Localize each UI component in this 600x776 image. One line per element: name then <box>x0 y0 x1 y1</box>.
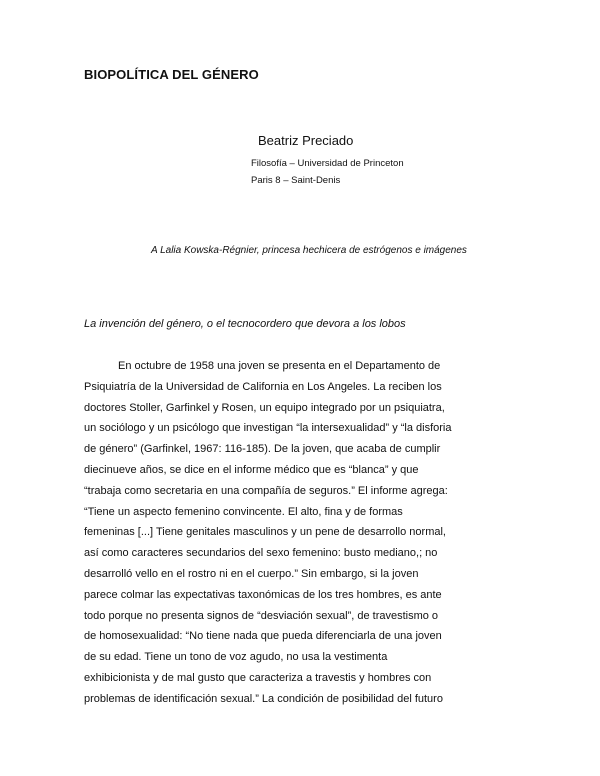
paragraph-line: exhibicionista y de mal gusto que caracteriza a travestis y hombres con <box>84 671 432 684</box>
body-paragraph <box>84 356 464 710</box>
paragraph-line: así como caracteres secundarios del sexo femenino: busto mediano,; no <box>84 547 438 560</box>
paragraph-line: de homosexualidad: “No tiene nada que pueda diferenciarla de una joven <box>84 630 442 643</box>
paragraph-line: femeninas [...] Tiene genitales masculinos y un pene de desarrollo normal, <box>84 526 446 539</box>
paragraph-line: un sociólogo y un psicólogo que investigan “la intersexualidad” y “la disforia <box>84 422 452 435</box>
affiliation-line: Paris 8 – Saint-Denis <box>251 175 341 186</box>
paragraph-line: problemas de identificación sexual.” La condición de posibilidad del futuro <box>84 692 443 705</box>
paragraph-line: Psiquiatría de la Universidad de California en Los Angeles. La reciben los <box>84 380 442 393</box>
paragraph-line: doctores Stoller, Garfinkel y Rosen, un equipo integrado por un psiquiatra, <box>84 401 445 414</box>
dedication: A Lalia Kowska-Régnier, princesa hechicera de estrógenos e imágenes <box>151 245 467 256</box>
affiliation-line: Filosofía – Universidad de Princeton <box>251 158 404 169</box>
author-name: Beatriz Preciado <box>258 133 354 148</box>
document-title: BIOPOLÍTICA DEL GÉNERO <box>84 67 259 82</box>
paragraph-line: todo porque no presenta signos de “desviación sexual”, de travestismo o <box>84 609 439 622</box>
paragraph-line: “Tiene un aspecto femenino convincente. El alto, fina y de formas <box>84 505 403 518</box>
paragraph-line: parece colmar las expectativas taxonómicas de los tres hombres, es ante <box>84 588 442 601</box>
paragraph-line: desarrolló vello en el rostro ni en el cuerpo.” Sin embargo, si la joven <box>84 567 419 580</box>
paragraph-line: de género” (Garfinkel, 1967: 116-185). De la joven, que acaba de cumplir <box>84 443 441 456</box>
paragraph-line: En octubre de 1958 una joven se presenta en el Departamento de <box>118 360 441 372</box>
paragraph-line: “trabaja como secretaria en una compañía de seguros.” El informe agrega: <box>84 484 448 497</box>
section-title: La invención del género, o el tecnocordero que devora a los lobos <box>84 318 406 330</box>
paragraph-line: diecinueve años, se dice en el informe médico que es “blanca” y que <box>84 463 419 476</box>
paragraph-line: de su edad. Tiene un tono de voz agudo, no usa la vestimenta <box>84 651 388 664</box>
